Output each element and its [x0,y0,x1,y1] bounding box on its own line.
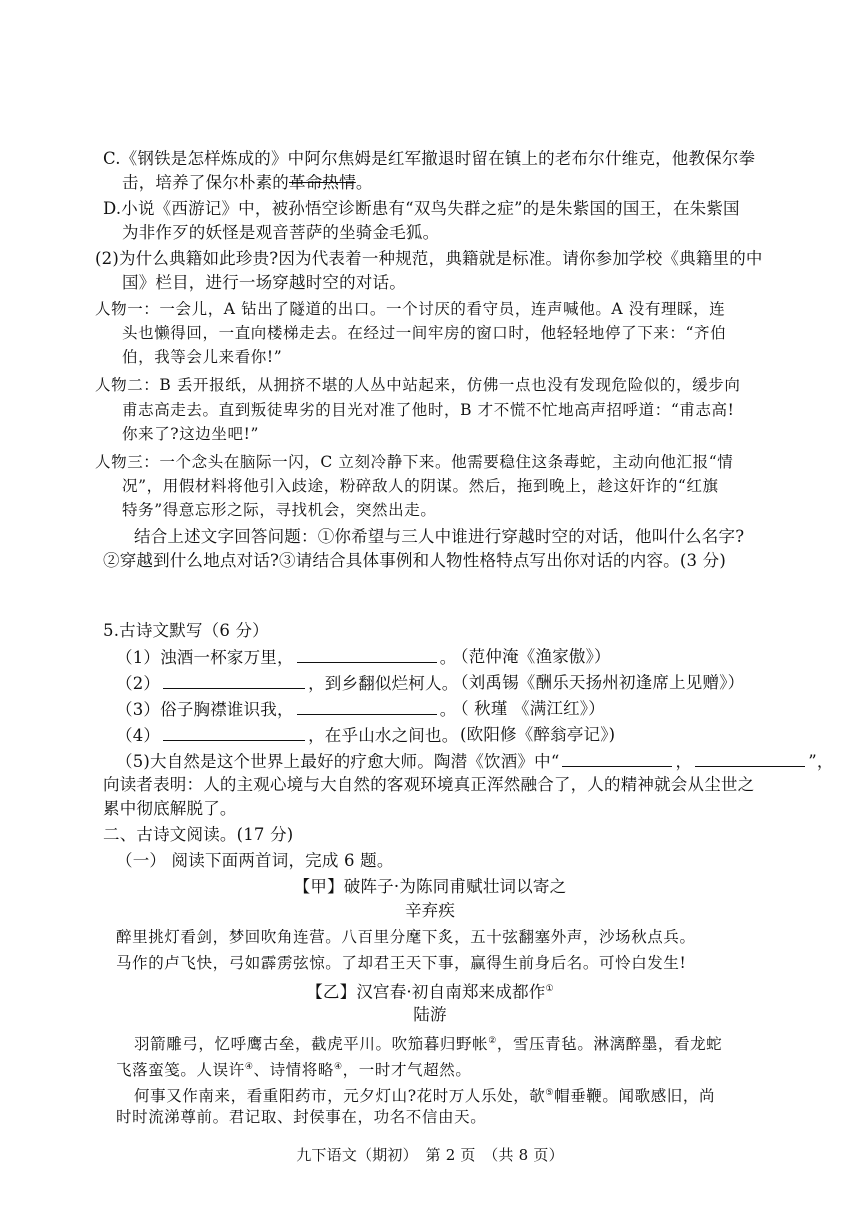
poem-yi-line2-c: ，一时才气超然。 [342,1061,472,1080]
poem-yi-line2 [116,1056,471,1081]
dictation-1-blank[interactable] [297,646,437,663]
option-d-line2: 为非作歹的妖怪是观音菩萨的坐骑金毛狐。 [122,223,440,242]
poem-jia-line1: 醉里挑灯看剑，梦回吹角连营。八百里分麾下炙，五十弦翻塞外声，沙场秋点兵。 [116,928,696,946]
dictation-1-prompt: （1）浊酒一杯家万里， [116,648,294,667]
person-2-line3: 你来了?这边坐吧!” [122,425,259,443]
poem-yi-line2-b: 、诗情将略 [253,1061,334,1080]
dictation-3-blank[interactable] [297,698,437,715]
section-2-subheading: （一） 阅读下面两首词，完成 6 题。 [116,851,394,870]
poem-yi-title [0,978,860,1004]
poem-yi-line1 [134,1030,722,1055]
dictation-1-source: （范仲淹《渔家傲》） [452,647,611,666]
poem-yi-line1-b: ，雪压青毡。淋漓醉墨，看龙蛇 [496,1035,723,1054]
dictation-item-4 [116,724,458,747]
dictation-3-end: 。 [439,700,457,719]
poem-yi-line4: 时时流涕尊前。君记取、封侯事在，功名不信由天。 [116,1108,487,1126]
dictation-1-end: 。 [439,648,457,667]
section-5-title: 5.古诗文默写（6 分） [103,621,269,640]
person-2-line2: 甫志高走去。直到叛徒卑劣的目光对准了他时，B 才不慌不忙地高声招呼道：“甫志高! [122,401,735,419]
dictation-3-prompt: （3）俗子胸襟谁识我， [116,700,294,719]
person-1-line1: 人物一：一会儿，A 钻出了隧道的出口。一个讨厌的看守员，连声喊他。A 没有理睬，连 [95,300,726,318]
dictation-5-blank-2[interactable] [695,750,805,767]
task-line1: 结合上述文字回答问题：①你希望与三人中谁进行穿越时空的对话，他叫什么名字? [134,527,745,546]
option-c-line2 [122,172,373,194]
person-3-line2: 况”，用假材料将他引入歧途，粉碎敌人的阴谋。然后，拖到晚上，趁这奸诈的“红旗 [122,477,719,495]
footnote-marker-2: ② [488,1036,497,1046]
dictation-5-blank-1[interactable] [562,750,672,767]
poem-jia-line2: 马作的卢飞快，弓如霹雳弦惊。了却君王天下事，赢得生前身后名。可怜白发生! [116,954,687,972]
option-c-struck-text: 革命热情 [289,173,356,192]
poem-jia-author: 辛弃疾 [404,901,456,920]
poem-yi-author: 陆游 [413,1005,447,1024]
dictation-5-comma: ， [675,752,693,771]
dictation-5-end: ”， [808,752,834,771]
dictation-2-prompt: （2） [116,674,161,693]
option-c-line1: C.《钢铁是怎样炼成的》中阿尔焦姆是红军撤退时留在镇上的老布尔什维克，他教保尔拳 [103,149,756,168]
poem-yi-line1-a: 羽箭雕弓，忆呼鹰古垒，截虎平川。吹笳暮归野帐 [134,1035,489,1054]
person-3-line1: 人物三：一个念头在脑际一闪，C 立刻冷静下来。他需要稳住这条毒蛇，主动向他汇报“情 [95,453,734,471]
question-2-line1: (2)为什么典籍如此珍贵?因为代表着一种规范，典籍就是标准。请你参加学校《典籍里的中 [95,249,763,268]
dictation-item-5 [116,750,834,773]
dictation-2-end: ，到乡翻似烂柯人。 [308,674,459,693]
person-2-line1: 人物二：B 丢开报纸，从拥挤不堪的人丛中站起来，仿佛一点也没有发现危险似的，缓步向 [95,376,741,394]
footnote-marker-4: ④ [334,1062,343,1072]
dictation-2-blank[interactable] [163,672,305,689]
person-3-line3: 特务”得意忘形之际，寻找机会，突然出走。 [122,501,437,519]
option-c-end: 。 [355,173,373,192]
page-footer: 九下语文（期初） 第 2 页 （共 8 页） [296,1146,564,1164]
dictation-item-2 [116,672,458,695]
dictation-5-line2: 向读者表明：人的主观心境与大自然的客观环境真正浑然融合了，人的精神就会从尘世之 [103,775,755,794]
poem-jia-title: 【甲】破阵子·为陈同甫赋壮词以寄之 [293,877,567,896]
dictation-item-3 [116,698,456,721]
option-d-line1: D.小说《西游记》中，被孙悟空诊断患有“双鸟失群之症”的是朱紫国的国王，在朱紫国 [103,199,740,218]
footnote-marker-5: ⑤ [545,1088,555,1098]
dictation-5-line3: 累中彻底解脱了。 [103,799,237,818]
poem-yi-title-text: 【乙】汉宫春·初自南郑来成都作 [306,982,546,1002]
question-2-line2: 国》栏目，进行一场穿越时空的对话。 [122,273,406,292]
dictation-4-source: (欧阳修《醉翁亭记》) [460,725,616,744]
poem-yi-line3 [134,1082,715,1107]
task-line2: ②穿越到什么地点对话?③请结合具体事例和人物性格特点写出你对话的内容。(3 分) [103,551,726,570]
poem-yi-line2-a: 飞落蛮笺。人误许 [116,1061,245,1080]
footnote-marker-1: ① [545,984,554,994]
person-1-line2: 头也懒得回，一直向楼梯走去。在经过一间牢房的窗口时，他轻轻地停了下来：“齐伯 [122,324,727,342]
poem-yi-line3-a: 何事又作南来，看重阳药市，元夕灯山?花时万人乐处，欹 [134,1087,546,1106]
footnote-marker-3: ④ [244,1062,254,1072]
dictation-2-source: （刘禹锡《酬乐天扬州初逢席上见赠》） [452,673,745,692]
option-c-text: 击，培养了保尔朴素的 [122,173,289,192]
person-1-line3: 伯，我等会儿来看你!” [122,348,283,366]
dictation-3-source: （ 秋瑾 《满江红》） [452,699,605,718]
dictation-4-prompt: （4） [116,726,161,745]
dictation-5-prompt: （5)大自然是这个世界上最好的疗愈大师。陶潜《饮酒》中“ [116,752,560,771]
dictation-4-blank[interactable] [163,724,305,741]
dictation-4-end: ，在乎山水之间也。 [308,726,459,745]
dictation-item-1 [116,646,456,669]
poem-yi-line3-b: 帽垂鞭。闻歌感旧，尚 [554,1087,716,1106]
section-2-heading: 二、古诗文阅读。(17 分) [103,825,294,844]
